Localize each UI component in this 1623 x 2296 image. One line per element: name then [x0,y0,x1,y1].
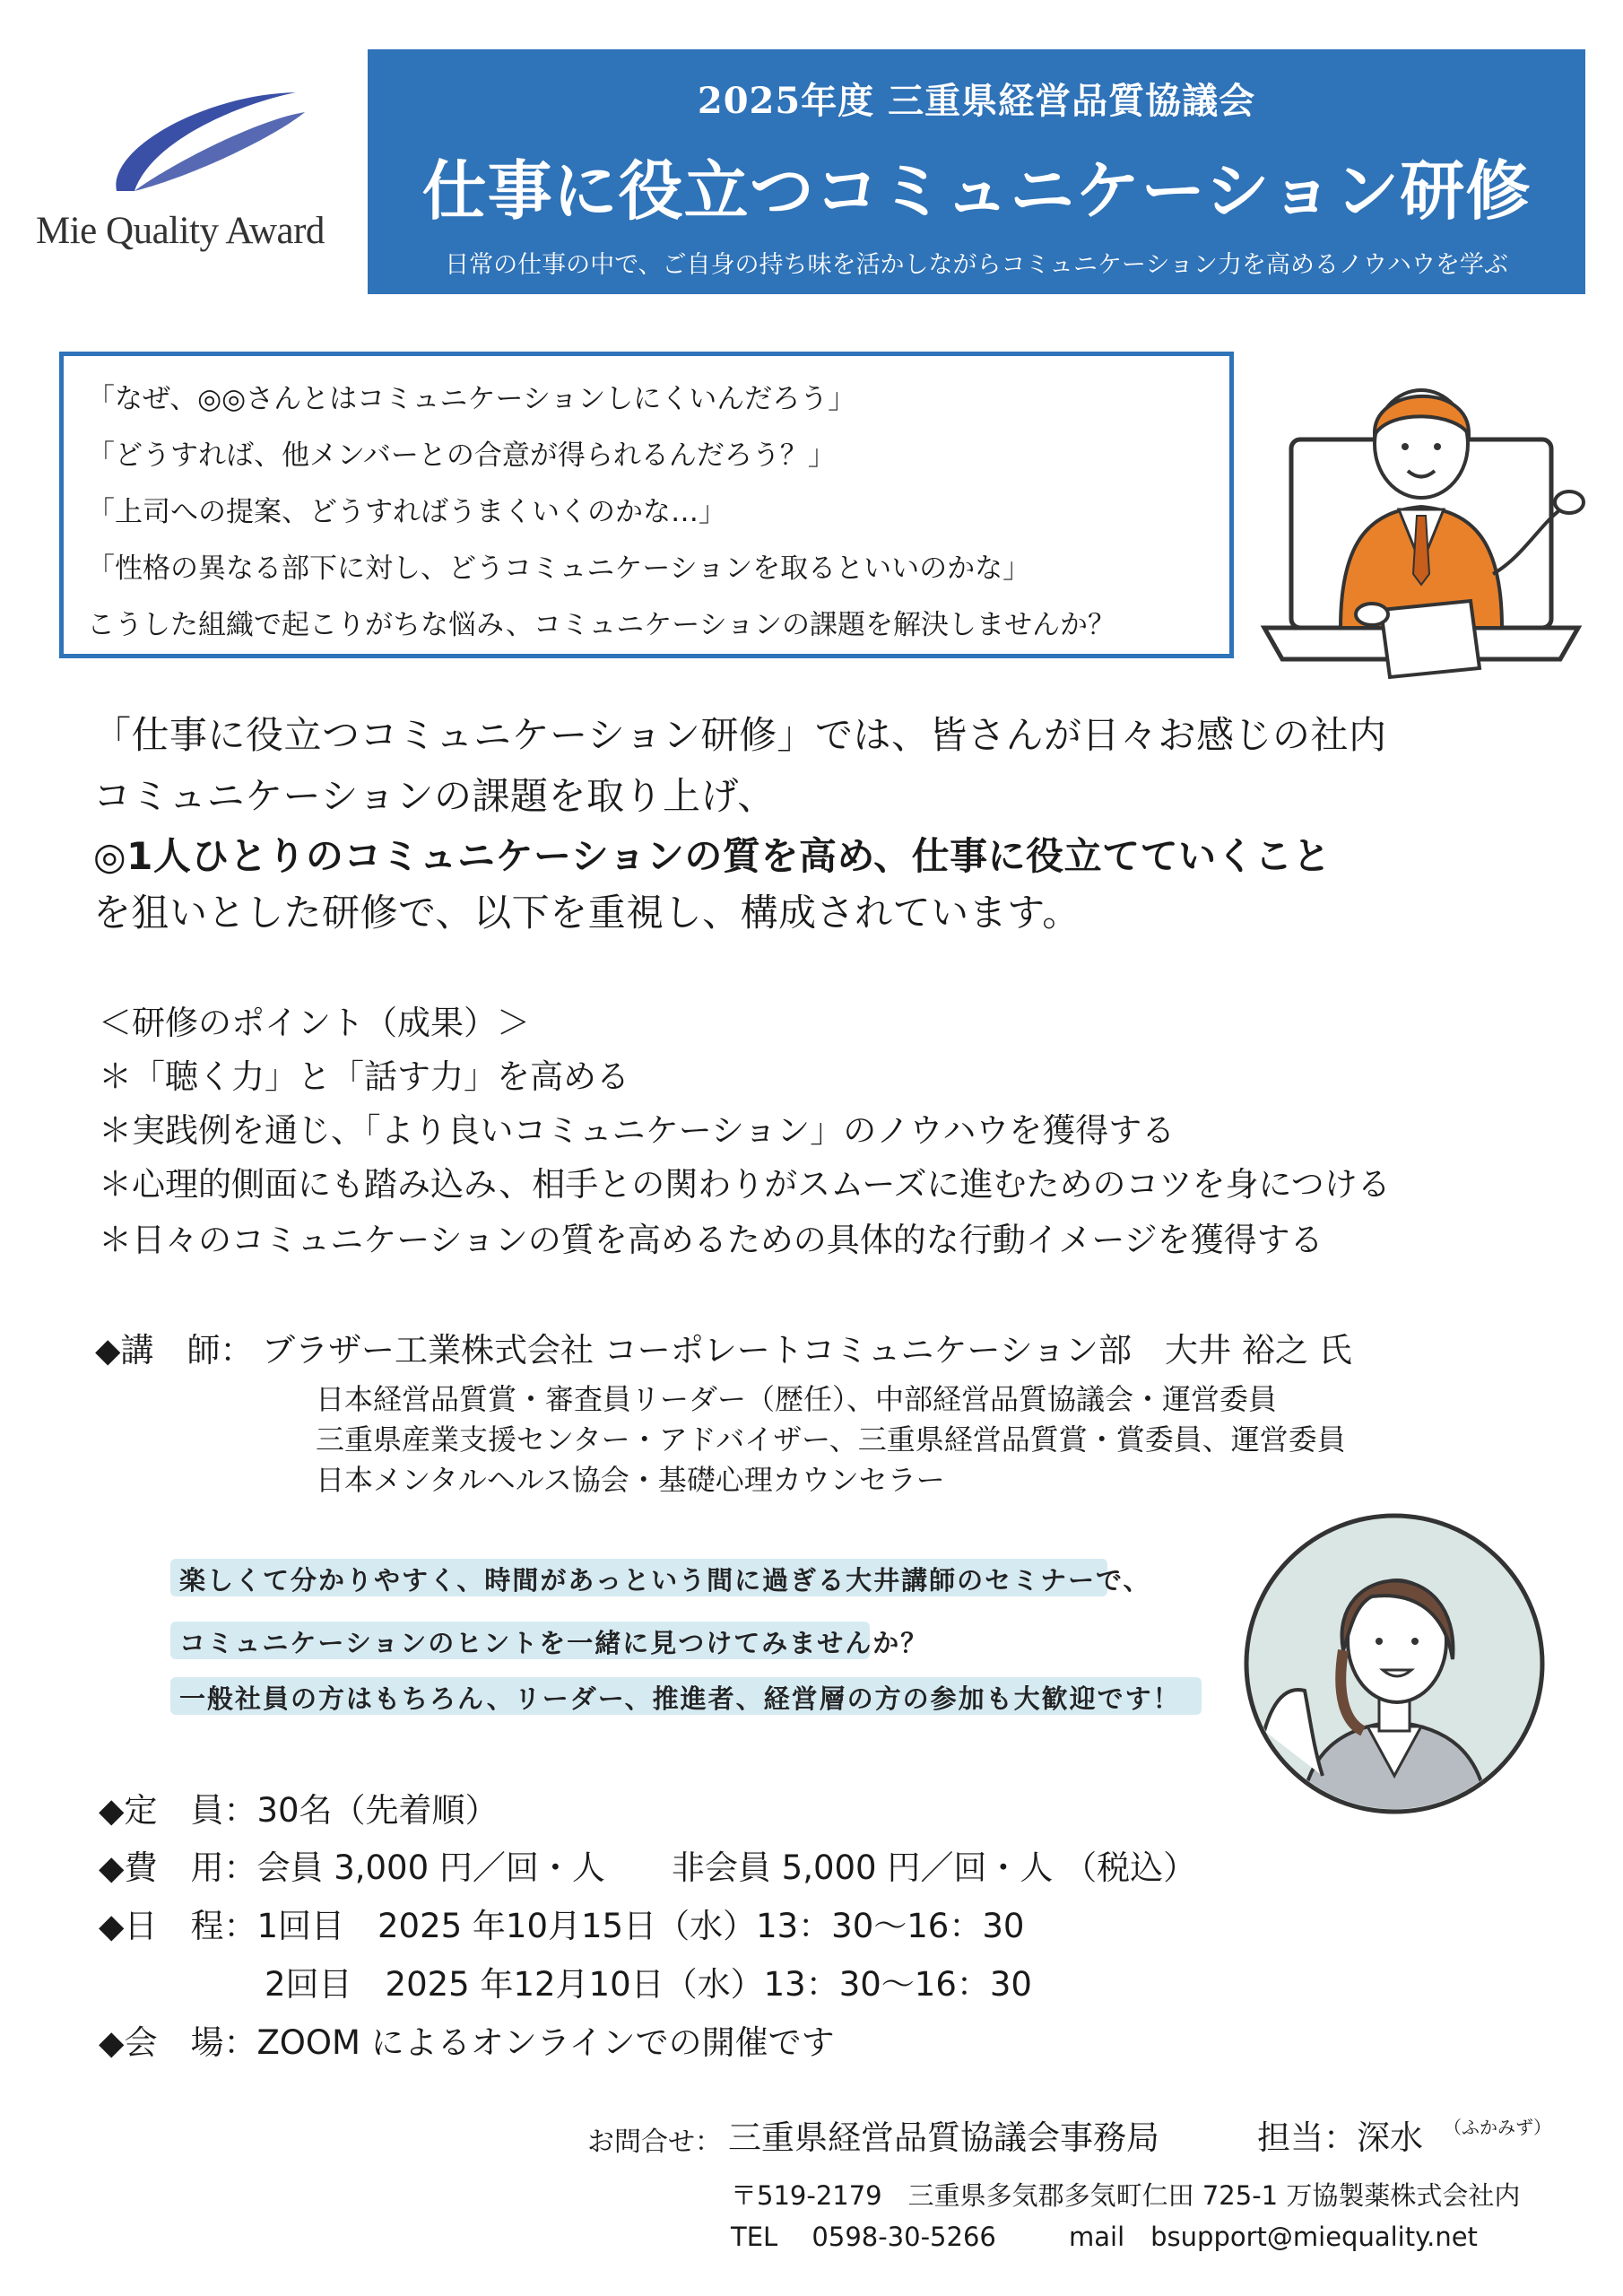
intro-line: 「仕事に役立つコミュニケーション研修」では、皆さんが日々お感じの社内 [93,713,1387,757]
contact-label: お問合せ： [587,2126,722,2158]
questions-box [59,352,1234,658]
venue-detail: ◆会 場：ZOOM によるオンラインでの開催です [99,2023,835,2062]
seminar-title: 仕事に役立つコミュニケーション研修 [421,153,1532,229]
schedule-detail: 2回目 2025 年12月10日（水）13：30〜16：30 [99,1965,1032,2004]
message-line: 楽しくて分かりやすく、時間があっという間に過ぎる大井講師のセミナーで、 [179,1565,1151,1596]
mie-quality-award-logo [27,85,350,265]
contact-reading: （ふかみず） [1444,2117,1551,2138]
title-banner [368,49,1585,294]
contact-address: 〒519-2179 三重県多気郡多気町仁田 725-1 万協製薬株式会社内 [731,2180,1521,2211]
instructor-credential: 日本メンタルヘルス協会・基礎心理カウンセラー [316,1463,945,1497]
point-item: ＊日々のコミュニケーションの質を高めるための具体的な行動イメージを獲得する [99,1221,1324,1259]
organizer-title: 2025年度 三重県経営品質協議会 [697,80,1256,122]
points-heading: ＜研修のポイント（成果）＞ [99,1004,530,1042]
message-line: コミュニケーションのヒントを一緒に見つけてみませんか？ [179,1628,929,1658]
seminar-subtitle: 日常の仕事の中で、ご自身の持ち味を活かしながらコミュニケーション力を高めるノウハウを学ぶ [445,251,1508,279]
intro-line: コミュニケーションの課題を取り上げ、 [93,774,776,818]
question-line: 「性格の異なる部下に対し、どうコミュニケーションを取るといいのかな」 [87,552,1031,585]
point-item: ＊心理的側面にも踏み込み、相手との関わりがスムーズに進むためのコツを身につける [99,1165,1391,1204]
question-line: こうした組織で起こりがちな悩み、コミュニケーションの課題を解決しませんか？ [87,609,1115,641]
question-line: 「なぜ、◎◎さんとはコミュニケーションしにくいんだろう」 [87,383,856,415]
point-item: ＊「聴く力」と「話す力」を高める [99,1057,629,1096]
question-line: 「上司への提案、どうすればうまくいくのかな…」 [87,496,726,528]
intro-line: を狙いとした研修で、以下を重視し、構成されています。 [93,891,1081,935]
presenter-illustration [1255,359,1587,682]
instructor-credential: 日本経営品質賞・審査員リーダー（歴任）、中部経営品質協議会・運営委員 [316,1382,1278,1416]
schedule-detail: ◆日 程：1回目 2025 年10月15日（水）13：30〜16：30 [99,1907,1025,1945]
contact-org: 三重県経営品質協議会事務局 [728,2118,1159,2157]
instructor-illustration [1237,1507,1551,1821]
instructor-credential: 三重県産業支援センター・アドバイザー、三重県経営品質賞・賞委員、運営委員 [316,1422,1346,1457]
logo-text: Mie Quality Award [36,210,325,252]
contact-tel: TEL 0598-30-5266 [731,2222,996,2252]
capacity-detail: ◆定 員：30名（先着順） [99,1791,499,1830]
instructor-name: ブラザー工業株式会社 コーポレートコミュニケーション部 大井 裕之 氏 [262,1331,1352,1370]
award-swoosh-icon [99,85,314,202]
fee-detail: ◆費 用：会員 3,000 円／回・人 非会員 5,000 円／回・人 （税込） [99,1848,1197,1887]
point-item: ＊実践例を通じ、「より良いコミュニケーション」のノウハウを獲得する [99,1111,1176,1150]
intro-highlight: ◎1人ひとりのコミュニケーションの質を高め、仕事に役立てていくこと [93,834,1332,878]
contact-email[interactable]: mail bsupport@miequality.net [1069,2222,1478,2252]
contact-person: 担当：深水 [1257,2118,1423,2157]
message-line: 一般社員の方はもちろん、リーダー、推進者、経営層の方の参加も大歓迎です！ [179,1683,1181,1714]
instructor-label: ◆講 師： [95,1331,254,1370]
question-line: 「どうすれば、他メンバーとの合意が得られるんだろう？」 [87,439,836,472]
